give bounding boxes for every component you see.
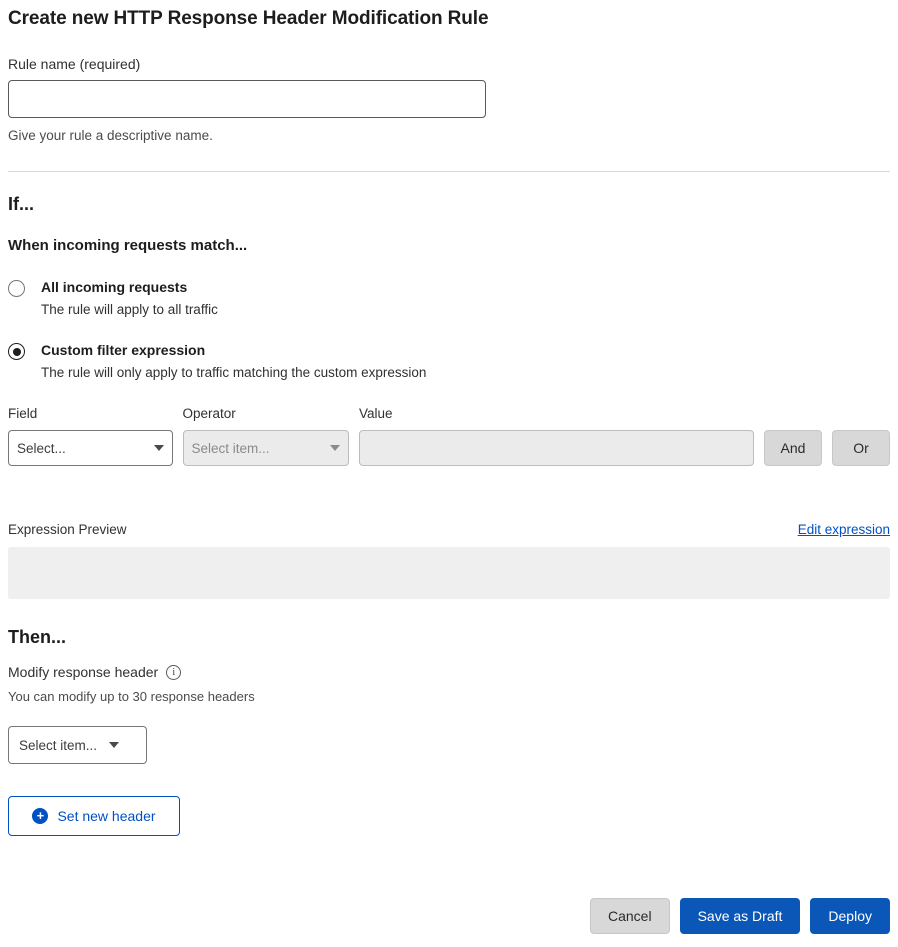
modify-header-helper: You can modify up to 30 response headers bbox=[8, 689, 255, 705]
field-column-label: Field bbox=[8, 406, 38, 422]
value-input[interactable] bbox=[359, 430, 754, 466]
chevron-down-icon bbox=[154, 445, 164, 451]
operator-select-value: Select item... bbox=[191, 440, 270, 456]
operator-column-label: Operator bbox=[182, 406, 236, 422]
radio-desc-custom-filter: The rule will only apply to traffic matching the custom expression bbox=[41, 365, 427, 381]
radio-option-custom-filter[interactable] bbox=[8, 341, 890, 380]
section-divider bbox=[8, 171, 890, 172]
save-as-draft-button[interactable]: Save as Draft bbox=[680, 898, 801, 934]
modify-response-header-row bbox=[8, 664, 890, 680]
operator-select[interactable] bbox=[183, 430, 349, 466]
set-new-header-label: Set new header bbox=[57, 808, 156, 825]
rule-name-helper: Give your rule a descriptive name. bbox=[8, 128, 213, 143]
radio-label-all-requests: All incoming requests bbox=[41, 279, 188, 295]
filter-expression-row bbox=[8, 406, 890, 466]
field-select[interactable] bbox=[8, 430, 173, 466]
field-select-value: Select... bbox=[17, 440, 66, 456]
radio-desc-all-requests: The rule will apply to all traffic bbox=[41, 302, 218, 318]
and-button[interactable]: And bbox=[764, 430, 822, 466]
radio-option-all-requests[interactable] bbox=[8, 278, 890, 317]
or-button[interactable]: Or bbox=[832, 430, 890, 466]
expression-preview-label: Expression Preview bbox=[8, 522, 127, 538]
footer-actions bbox=[590, 898, 890, 934]
chevron-down-icon bbox=[109, 742, 119, 748]
header-action-select-value: Select item... bbox=[19, 737, 98, 753]
deploy-button[interactable]: Deploy bbox=[810, 898, 890, 934]
expression-preview-box bbox=[8, 547, 890, 599]
radio-icon-custom-filter[interactable] bbox=[8, 343, 25, 360]
header-action-select[interactable] bbox=[8, 726, 147, 764]
if-section-subheading: When incoming requests match... bbox=[8, 237, 248, 254]
rule-name-label: Rule name (required) bbox=[8, 56, 141, 72]
value-column-label: Value bbox=[359, 406, 393, 422]
chevron-down-icon bbox=[330, 445, 340, 451]
if-section-heading: If... bbox=[8, 194, 34, 214]
then-section-heading: Then... bbox=[8, 627, 66, 648]
edit-expression-link[interactable]: Edit expression bbox=[797, 522, 890, 538]
set-new-header-button[interactable] bbox=[8, 796, 180, 836]
expression-preview-header bbox=[8, 522, 890, 537]
radio-label-custom-filter: Custom filter expression bbox=[41, 342, 206, 359]
cancel-button[interactable]: Cancel bbox=[590, 898, 670, 934]
plus-icon: + bbox=[32, 808, 48, 824]
modify-response-header-label: Modify response header bbox=[8, 664, 159, 681]
page-title: Create new HTTP Response Header Modification Rule bbox=[8, 8, 489, 29]
rule-name-input[interactable] bbox=[8, 80, 486, 118]
info-icon[interactable]: i bbox=[166, 665, 181, 680]
radio-icon-all-requests[interactable] bbox=[8, 280, 25, 297]
